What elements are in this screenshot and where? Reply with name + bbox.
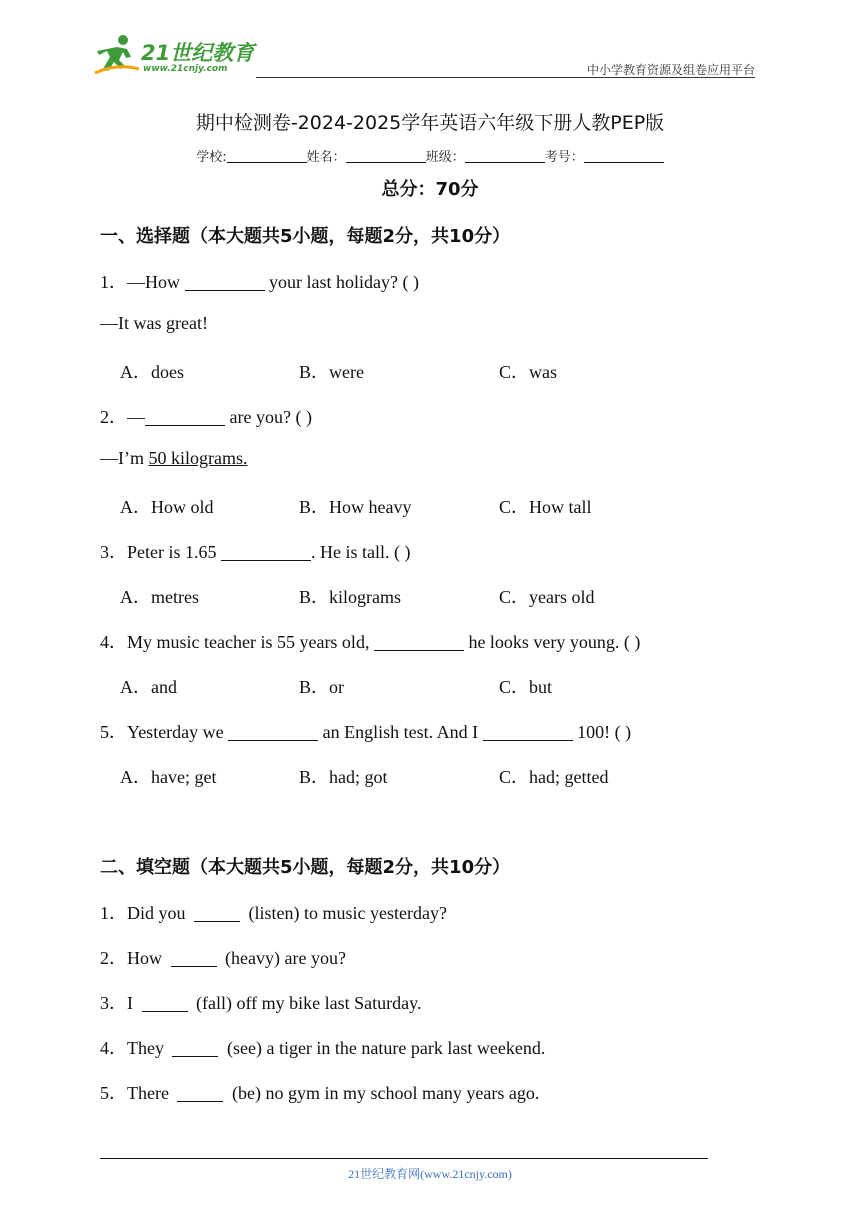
question-text: . He is tall. ( ) bbox=[311, 542, 411, 562]
name-blank bbox=[346, 150, 426, 163]
footer-divider bbox=[100, 1158, 708, 1159]
answer-blank bbox=[172, 1040, 218, 1057]
option-b: B．or bbox=[299, 677, 344, 697]
question-text: Peter is 1.65 bbox=[127, 542, 221, 562]
item-text: I bbox=[127, 993, 138, 1013]
school-blank bbox=[227, 150, 307, 163]
question-number: 1． bbox=[100, 272, 127, 292]
question-2-reply bbox=[100, 448, 248, 469]
question-number: 4． bbox=[100, 632, 127, 652]
answer-blank bbox=[483, 724, 573, 741]
answer-blank bbox=[194, 905, 240, 922]
logo-url: www.21cnjy.com bbox=[143, 64, 228, 74]
option-c: C．but bbox=[499, 677, 553, 697]
question-3 bbox=[100, 538, 410, 564]
answer-blank bbox=[221, 544, 311, 561]
item-text: They bbox=[127, 1038, 169, 1058]
item-number: 4． bbox=[100, 1038, 127, 1058]
name-label: 姓名： bbox=[306, 150, 346, 165]
question-5 bbox=[100, 718, 631, 744]
item-number: 2． bbox=[100, 948, 127, 968]
answer-blank bbox=[185, 274, 265, 291]
answer-blank bbox=[374, 634, 464, 651]
option-a: A．How old bbox=[120, 497, 214, 517]
question-1 bbox=[100, 268, 419, 294]
item-text: (listen) to music yesterday? bbox=[244, 903, 447, 923]
option-a: A．metres bbox=[120, 587, 199, 607]
question-2 bbox=[100, 403, 312, 429]
question-number: 5． bbox=[100, 722, 127, 742]
class-blank bbox=[465, 150, 545, 163]
fill-item-3 bbox=[100, 989, 421, 1015]
option-c: C．How tall bbox=[499, 497, 592, 517]
answer-blank bbox=[171, 950, 217, 967]
question-number: 2． bbox=[100, 407, 127, 427]
item-number: 1． bbox=[100, 903, 127, 923]
item-number: 5． bbox=[100, 1083, 127, 1103]
option-c: C．years old bbox=[499, 587, 595, 607]
fill-item-2 bbox=[100, 944, 346, 970]
fill-item-1 bbox=[100, 899, 447, 925]
answer-blank bbox=[228, 724, 318, 741]
fill-item-4 bbox=[100, 1034, 545, 1060]
option-c: C．was bbox=[499, 362, 557, 382]
question-text: are you? ( ) bbox=[225, 407, 312, 427]
fill-item-5 bbox=[100, 1079, 539, 1105]
reply-text: —I’m bbox=[100, 448, 149, 468]
header-divider bbox=[256, 77, 755, 78]
item-text: There bbox=[127, 1083, 174, 1103]
option-c: C．had; getted bbox=[499, 767, 609, 787]
page-title: 期中检测卷-2024-2025学年英语六年级下册人教PEP版 bbox=[195, 112, 665, 134]
question-text: —How bbox=[127, 272, 185, 292]
option-a: A．and bbox=[120, 677, 177, 697]
exam-no-label: 考号： bbox=[544, 150, 584, 165]
question-text: My music teacher is 55 years old, bbox=[127, 632, 374, 652]
item-number: 3． bbox=[100, 993, 127, 1013]
answer-blank bbox=[142, 995, 188, 1012]
option-a: A．does bbox=[120, 362, 184, 382]
question-text: Yesterday we bbox=[127, 722, 229, 742]
section2-heading: 二、填空题（本大题共5小题，每题2分，共10分） bbox=[100, 857, 511, 878]
class-label: 班级： bbox=[425, 150, 465, 165]
item-text: (see) a tiger in the nature park last weekend. bbox=[222, 1038, 546, 1058]
answer-blank bbox=[145, 409, 225, 426]
section1-heading: 一、选择题（本大题共5小题，每题2分，共10分） bbox=[100, 226, 511, 247]
question-1-reply: —It was great! bbox=[100, 313, 208, 333]
underlined-phrase: 50 kilograms. bbox=[148, 448, 248, 468]
option-b: B．were bbox=[299, 362, 364, 382]
option-a: A．have; get bbox=[120, 767, 217, 787]
total-score: 总分：70分 bbox=[381, 179, 479, 200]
question-text: — bbox=[127, 407, 145, 427]
question-text: he looks very young. ( ) bbox=[463, 632, 641, 652]
item-text: (heavy) are you? bbox=[220, 948, 346, 968]
item-text: How bbox=[127, 948, 167, 968]
option-b: B．had; got bbox=[299, 767, 388, 787]
item-text: Did you bbox=[127, 903, 190, 923]
question-text: 100! ( ) bbox=[572, 722, 632, 742]
item-text: (be) no gym in my school many years ago. bbox=[227, 1083, 540, 1103]
header-platform-text: 中小学教育资源及组卷应用平台 bbox=[586, 63, 755, 77]
question-4 bbox=[100, 628, 640, 654]
item-text: (fall) off my bike last Saturday. bbox=[191, 993, 422, 1013]
school-label: 学校: bbox=[196, 150, 227, 165]
logo-text: 21世纪教育 bbox=[141, 41, 255, 65]
option-b: B．How heavy bbox=[299, 497, 412, 517]
question-text: an English test. And I bbox=[318, 722, 483, 742]
answer-blank bbox=[177, 1085, 223, 1102]
question-text: your last holiday? ( ) bbox=[264, 272, 419, 292]
runner-logo-icon bbox=[93, 33, 141, 77]
question-number: 3． bbox=[100, 542, 127, 562]
site-logo bbox=[93, 33, 263, 79]
option-b: B．kilograms bbox=[299, 587, 401, 607]
footer-text: 21世纪教育网(www.21cnjy.com) bbox=[348, 1167, 512, 1181]
student-info-line bbox=[0, 146, 860, 165]
exam-no-blank bbox=[584, 150, 664, 163]
